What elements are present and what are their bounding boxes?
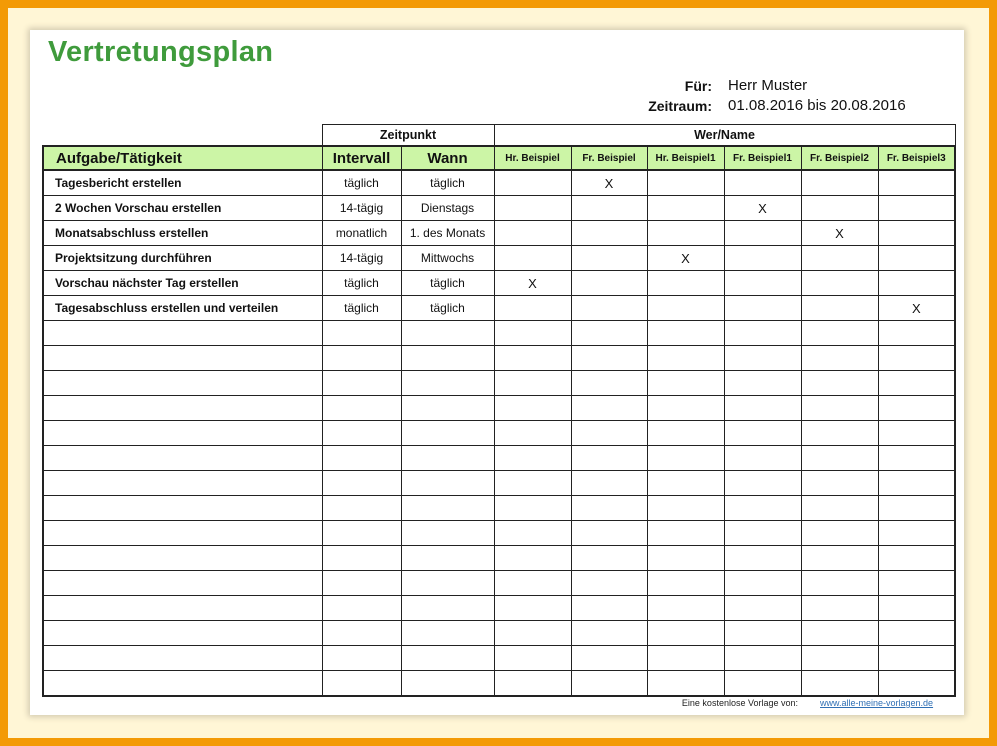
assignment-cell[interactable] xyxy=(647,421,724,446)
assignment-cell[interactable] xyxy=(878,621,955,646)
assignment-cell[interactable] xyxy=(724,646,801,671)
task-cell[interactable]: Tagesabschluss erstellen und verteilen xyxy=(43,296,322,321)
assignment-cell[interactable] xyxy=(571,271,647,296)
intervall-cell[interactable] xyxy=(322,396,401,421)
assignment-cell[interactable] xyxy=(878,521,955,546)
assignment-cell[interactable] xyxy=(494,296,571,321)
assignment-cell[interactable] xyxy=(878,471,955,496)
assignment-cell[interactable] xyxy=(878,421,955,446)
wann-cell[interactable] xyxy=(401,471,494,496)
assignment-cell[interactable] xyxy=(801,621,878,646)
table-row xyxy=(43,446,955,471)
assignment-cell[interactable] xyxy=(571,596,647,621)
task-cell[interactable]: 2 Wochen Vorschau erstellen xyxy=(43,196,322,221)
assignment-cell[interactable] xyxy=(878,571,955,596)
schedule-table xyxy=(42,124,956,697)
assignment-cell[interactable] xyxy=(647,646,724,671)
assignment-cell[interactable] xyxy=(494,571,571,596)
assignment-cell[interactable]: X xyxy=(571,170,647,196)
assignment-cell[interactable] xyxy=(724,271,801,296)
wann-cell[interactable] xyxy=(401,596,494,621)
assignment-cell[interactable] xyxy=(571,421,647,446)
assignment-cell[interactable] xyxy=(724,596,801,621)
header-person: Fr. Beispiel2 xyxy=(801,146,878,170)
assignment-cell[interactable] xyxy=(647,446,724,471)
table-row xyxy=(43,646,955,671)
assignment-cell[interactable] xyxy=(647,221,724,246)
assignment-cell[interactable] xyxy=(878,446,955,471)
table-row xyxy=(43,396,955,421)
assignment-cell[interactable] xyxy=(801,246,878,271)
assignment-cell[interactable] xyxy=(494,471,571,496)
wann-cell[interactable] xyxy=(401,346,494,371)
intervall-cell[interactable] xyxy=(322,646,401,671)
assignment-cell[interactable] xyxy=(571,621,647,646)
task-cell[interactable] xyxy=(43,596,322,621)
wann-cell[interactable] xyxy=(401,321,494,346)
assignment-cell[interactable] xyxy=(571,496,647,521)
wann-cell[interactable] xyxy=(401,446,494,471)
assignment-cell[interactable]: X xyxy=(724,196,801,221)
assignment-cell[interactable] xyxy=(724,321,801,346)
assignment-cell[interactable] xyxy=(724,246,801,271)
assignment-cell[interactable] xyxy=(878,371,955,396)
fuer-value: Herr Muster xyxy=(728,77,808,94)
fuer-label: Für: xyxy=(684,78,712,94)
column-header-row xyxy=(43,146,955,170)
assignment-cell[interactable] xyxy=(494,196,571,221)
assignment-cell[interactable] xyxy=(494,421,571,446)
table-row xyxy=(43,471,955,496)
wann-cell[interactable] xyxy=(401,621,494,646)
assignment-cell[interactable] xyxy=(494,646,571,671)
table-row xyxy=(43,621,955,646)
assignment-cell[interactable] xyxy=(647,346,724,371)
task-cell[interactable] xyxy=(43,421,322,446)
task-cell[interactable] xyxy=(43,371,322,396)
header-person: Fr. Beispiel xyxy=(571,146,647,170)
assignment-cell[interactable] xyxy=(801,571,878,596)
assignment-cell[interactable] xyxy=(647,621,724,646)
table-row xyxy=(43,221,955,246)
footer-link[interactable]: www.alle-meine-vorlagen.de xyxy=(820,698,934,708)
task-cell[interactable] xyxy=(43,521,322,546)
header-wann: Wann xyxy=(401,146,494,170)
assignment-cell[interactable] xyxy=(571,296,647,321)
assignment-cell[interactable] xyxy=(647,396,724,421)
assignment-cell[interactable] xyxy=(494,371,571,396)
task-cell[interactable] xyxy=(43,396,322,421)
wann-cell[interactable]: täglich xyxy=(401,296,494,321)
header-person: Fr. Beispiel1 xyxy=(724,146,801,170)
assignment-cell[interactable] xyxy=(647,596,724,621)
header-person: Hr. Beispiel1 xyxy=(647,146,724,170)
task-cell[interactable] xyxy=(43,471,322,496)
assignment-cell[interactable] xyxy=(571,546,647,571)
assignment-cell[interactable] xyxy=(724,521,801,546)
assignment-cell[interactable] xyxy=(878,196,955,221)
assignment-cell[interactable] xyxy=(724,371,801,396)
assignment-cell[interactable] xyxy=(494,596,571,621)
wann-cell[interactable]: Dienstags xyxy=(401,196,494,221)
assignment-cell[interactable] xyxy=(647,496,724,521)
table-row xyxy=(43,596,955,621)
zeitraum-value: 01.08.2016 bis 20.08.2016 xyxy=(728,97,906,114)
table-row xyxy=(43,321,955,346)
wann-cell[interactable] xyxy=(401,396,494,421)
assignment-cell[interactable] xyxy=(878,546,955,571)
header-person: Fr. Beispiel3 xyxy=(878,146,955,170)
assignment-cell[interactable]: X xyxy=(878,296,955,321)
assignment-cell[interactable] xyxy=(571,371,647,396)
assignment-cell[interactable] xyxy=(647,321,724,346)
assignment-cell[interactable] xyxy=(878,596,955,621)
header-person: Hr. Beispiel xyxy=(494,146,571,170)
intervall-cell[interactable] xyxy=(322,446,401,471)
assignment-cell[interactable] xyxy=(724,546,801,571)
assignment-cell[interactable] xyxy=(878,271,955,296)
assignment-cell[interactable] xyxy=(878,346,955,371)
assignment-cell[interactable] xyxy=(801,296,878,321)
assignment-cell[interactable] xyxy=(801,371,878,396)
assignment-cell[interactable]: X xyxy=(647,246,724,271)
assignment-cell[interactable] xyxy=(801,421,878,446)
assignment-cell[interactable] xyxy=(647,296,724,321)
intervall-cell[interactable] xyxy=(322,421,401,446)
task-cell[interactable]: Vorschau nächster Tag erstellen xyxy=(43,271,322,296)
assignment-cell[interactable] xyxy=(724,221,801,246)
assignment-cell[interactable] xyxy=(878,321,955,346)
assignment-cell[interactable] xyxy=(801,496,878,521)
intervall-cell[interactable] xyxy=(322,596,401,621)
intervall-cell[interactable]: 14-tägig xyxy=(322,196,401,221)
assignment-cell[interactable] xyxy=(878,646,955,671)
assignment-cell[interactable] xyxy=(801,271,878,296)
assignment-cell[interactable] xyxy=(494,170,571,196)
wann-cell[interactable] xyxy=(401,571,494,596)
wann-cell[interactable]: Mittwochs xyxy=(401,246,494,271)
intervall-cell[interactable] xyxy=(322,321,401,346)
wann-cell[interactable] xyxy=(401,421,494,446)
table-row xyxy=(43,196,955,221)
assignment-cell[interactable] xyxy=(724,571,801,596)
table-row xyxy=(43,246,955,271)
task-cell[interactable] xyxy=(43,546,322,571)
group-header-blank xyxy=(43,125,322,147)
assignment-cell[interactable] xyxy=(571,521,647,546)
intervall-cell[interactable] xyxy=(322,571,401,596)
assignment-cell[interactable] xyxy=(647,371,724,396)
intervall-cell[interactable] xyxy=(322,371,401,396)
assignment-cell[interactable] xyxy=(494,246,571,271)
intervall-cell[interactable]: täglich xyxy=(322,296,401,321)
wann-cell[interactable] xyxy=(401,646,494,671)
assignment-cell[interactable] xyxy=(801,521,878,546)
assignment-cell[interactable] xyxy=(494,446,571,471)
table-row xyxy=(43,521,955,546)
task-cell[interactable] xyxy=(43,571,322,596)
assignment-cell[interactable] xyxy=(571,196,647,221)
group-header-row xyxy=(43,125,955,147)
assignment-cell[interactable] xyxy=(571,671,647,697)
footer-text: Eine kostenlose Vorlage von: xyxy=(681,698,798,708)
assignment-cell[interactable] xyxy=(801,170,878,196)
intervall-cell[interactable] xyxy=(322,346,401,371)
assignment-cell[interactable] xyxy=(878,671,955,697)
assignment-cell[interactable] xyxy=(494,621,571,646)
table-row xyxy=(43,546,955,571)
schedule-body xyxy=(43,170,955,696)
task-cell[interactable] xyxy=(43,446,322,471)
assignment-cell[interactable] xyxy=(801,671,878,697)
assignment-cell[interactable] xyxy=(494,496,571,521)
assignment-cell[interactable] xyxy=(647,170,724,196)
assignment-cell[interactable] xyxy=(801,646,878,671)
table-row xyxy=(43,371,955,396)
assignment-cell[interactable] xyxy=(878,396,955,421)
assignment-cell[interactable] xyxy=(878,170,955,196)
assignment-cell[interactable] xyxy=(878,221,955,246)
assignment-cell[interactable] xyxy=(571,446,647,471)
assignment-cell[interactable] xyxy=(494,221,571,246)
table-row xyxy=(43,271,955,296)
assignment-cell[interactable] xyxy=(571,321,647,346)
assignment-cell[interactable] xyxy=(647,546,724,571)
wann-cell[interactable]: täglich xyxy=(401,170,494,196)
assignment-cell[interactable] xyxy=(801,196,878,221)
assignment-cell[interactable] xyxy=(724,471,801,496)
task-cell[interactable] xyxy=(43,496,322,521)
header-aufgabe: Aufgabe/Tätigkeit xyxy=(43,146,322,170)
table-row xyxy=(43,571,955,596)
zeitraum-label: Zeitraum: xyxy=(648,98,712,114)
intervall-cell[interactable]: monatlich xyxy=(322,221,401,246)
assignment-cell[interactable] xyxy=(647,471,724,496)
page-title: Vertretungsplan xyxy=(48,36,274,68)
table-row xyxy=(43,671,955,697)
assignment-cell[interactable] xyxy=(571,396,647,421)
assignment-cell[interactable] xyxy=(724,446,801,471)
assignment-cell[interactable] xyxy=(724,621,801,646)
assignment-cell[interactable] xyxy=(494,671,571,697)
intervall-cell[interactable] xyxy=(322,621,401,646)
assignment-cell[interactable] xyxy=(494,346,571,371)
assignment-cell[interactable] xyxy=(571,646,647,671)
table-row xyxy=(43,346,955,371)
assignment-cell[interactable] xyxy=(801,546,878,571)
assignment-cell[interactable] xyxy=(878,496,955,521)
intervall-cell[interactable]: 14-tägig xyxy=(322,246,401,271)
task-cell[interactable]: Tagesbericht erstellen xyxy=(43,170,322,196)
assignment-cell[interactable]: X xyxy=(801,221,878,246)
task-cell[interactable] xyxy=(43,321,322,346)
assignment-cell[interactable] xyxy=(724,170,801,196)
table-row xyxy=(43,170,955,196)
group-header-wer-name: Wer/Name xyxy=(494,125,955,147)
assignment-cell[interactable]: X xyxy=(494,271,571,296)
assignment-cell[interactable] xyxy=(801,396,878,421)
assignment-cell[interactable] xyxy=(724,671,801,697)
table-row xyxy=(43,421,955,446)
assignment-cell[interactable] xyxy=(724,496,801,521)
assignment-cell[interactable] xyxy=(647,571,724,596)
assignment-cell[interactable] xyxy=(724,396,801,421)
intervall-cell[interactable]: täglich xyxy=(322,271,401,296)
assignment-cell[interactable] xyxy=(801,346,878,371)
assignment-cell[interactable] xyxy=(647,271,724,296)
assignment-cell[interactable] xyxy=(647,521,724,546)
assignment-cell[interactable] xyxy=(494,396,571,421)
intervall-cell[interactable] xyxy=(322,471,401,496)
wann-cell[interactable] xyxy=(401,521,494,546)
wann-cell[interactable]: täglich xyxy=(401,271,494,296)
assignment-cell[interactable] xyxy=(647,671,724,697)
wann-cell[interactable]: 1. des Monats xyxy=(401,221,494,246)
assignment-cell[interactable] xyxy=(494,521,571,546)
wann-cell[interactable] xyxy=(401,671,494,697)
assignment-cell[interactable] xyxy=(571,471,647,496)
intervall-cell[interactable] xyxy=(322,496,401,521)
table-row xyxy=(43,496,955,521)
assignment-cell[interactable] xyxy=(571,221,647,246)
table-row xyxy=(43,296,955,321)
wann-cell[interactable] xyxy=(401,546,494,571)
intervall-cell[interactable] xyxy=(322,671,401,697)
assignment-cell[interactable] xyxy=(878,246,955,271)
wann-cell[interactable] xyxy=(401,371,494,396)
intervall-cell[interactable]: täglich xyxy=(322,170,401,196)
header-intervall: Intervall xyxy=(322,146,401,170)
assignment-cell[interactable] xyxy=(647,196,724,221)
assignment-cell[interactable] xyxy=(724,296,801,321)
task-cell[interactable] xyxy=(43,646,322,671)
assignment-cell[interactable] xyxy=(724,421,801,446)
task-cell[interactable]: Projektsitzung durchführen xyxy=(43,246,322,271)
assignment-cell[interactable] xyxy=(801,446,878,471)
group-header-zeitpunkt: Zeitpunkt xyxy=(322,125,494,147)
assignment-cell[interactable] xyxy=(801,321,878,346)
task-cell[interactable] xyxy=(43,621,322,646)
assignment-cell[interactable] xyxy=(494,546,571,571)
task-cell[interactable] xyxy=(43,346,322,371)
wann-cell[interactable] xyxy=(401,496,494,521)
intervall-cell[interactable] xyxy=(322,521,401,546)
task-cell[interactable] xyxy=(43,671,322,697)
assignment-cell[interactable] xyxy=(494,321,571,346)
task-cell[interactable]: Monatsabschluss erstellen xyxy=(43,221,322,246)
intervall-cell[interactable] xyxy=(322,546,401,571)
assignment-cell[interactable] xyxy=(571,246,647,271)
assignment-cell[interactable] xyxy=(801,596,878,621)
assignment-cell[interactable] xyxy=(571,346,647,371)
assignment-cell[interactable] xyxy=(801,471,878,496)
assignment-cell[interactable] xyxy=(724,346,801,371)
assignment-cell[interactable] xyxy=(571,571,647,596)
